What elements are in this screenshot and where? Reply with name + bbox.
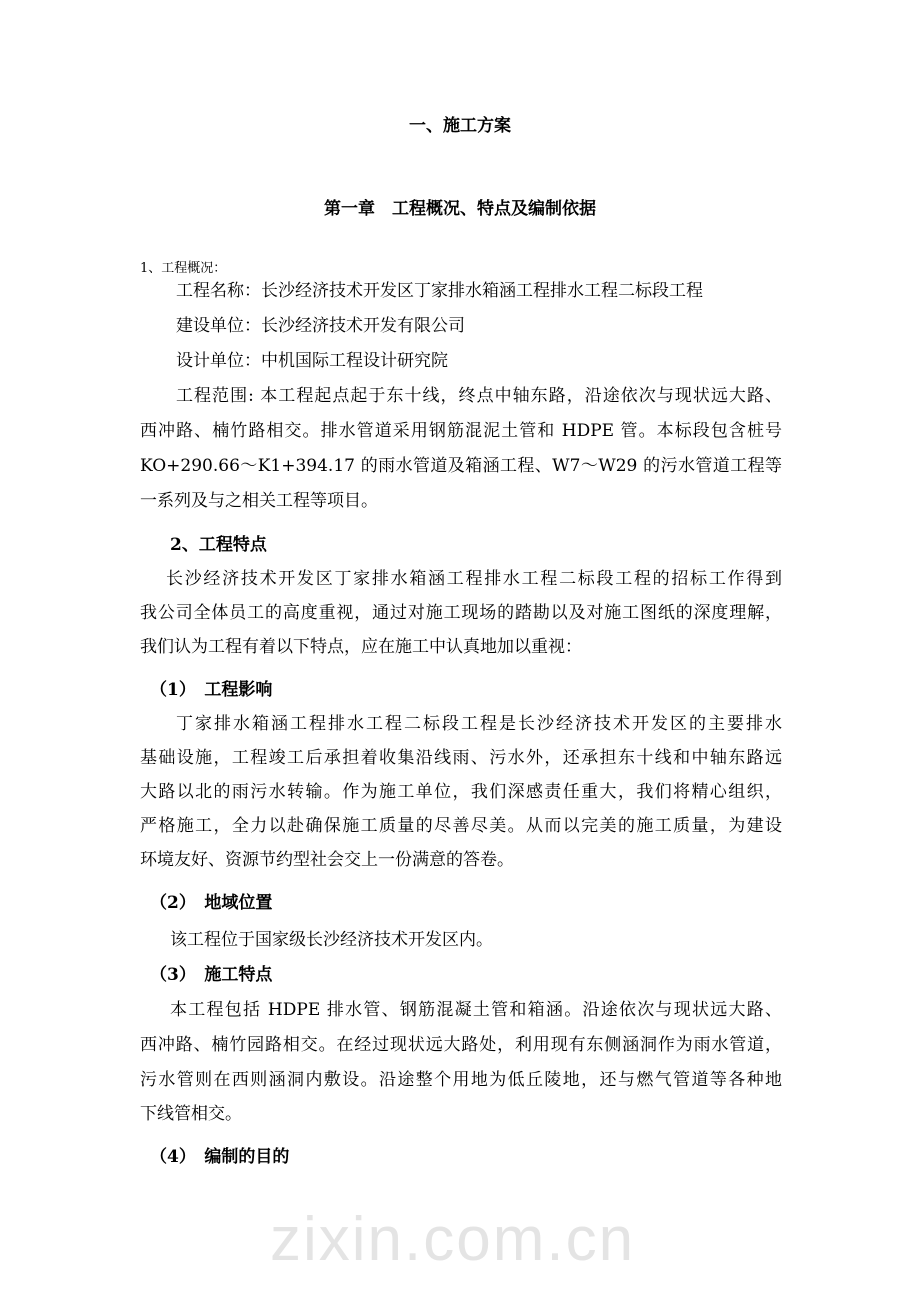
subheading-construction: （3） 施工特点: [150, 965, 273, 985]
chapter-title: 第一章 工程概况、特点及编制依据: [324, 199, 596, 219]
construction-line: 污水管则在西则涵洞内敷设。沿途整个用地为低丘陵地，还与燃气管道等各种地: [140, 1070, 782, 1090]
intro-line: 长沙经济技术开发区丁家排水箱涵工程排水工程二标段工程的招标工作得到: [166, 569, 782, 589]
section-heading-overview: 1、工程概况：: [140, 261, 227, 276]
impact-line: 基础设施，工程竣工后承担着收集沿线雨、污水外，还承担东十线和中轴东路远: [140, 748, 782, 768]
impact-line: 大路以北的雨污水转输。作为施工单位，我们深感责任重大，我们将精心组织，: [140, 782, 782, 802]
intro-line: 我公司全体员工的高度重视，通过对施工现场的踏勘以及对施工图纸的深度理解，: [140, 603, 782, 623]
impact-line: 环境友好、资源节约型社会交上一份满意的答卷。: [140, 850, 514, 870]
scope-line: 西冲路、楠竹路相交。排水管道采用钢筋混泥土管和 HDPE 管。本标段包含桩号: [140, 421, 782, 441]
construction-line: 西冲路、楠竹园路相交。在经过现状远大路处，利用现有东侧涵洞作为雨水管道，: [140, 1035, 782, 1055]
subheading-impact: （1） 工程影响: [150, 680, 273, 700]
impact-line: 严格施工，全力以赴确保施工质量的尽善尽美。从而以完美的施工质量，为建设: [140, 816, 782, 836]
scope-line: 工程范围: 本工程起点起于东十线，终点中轴东路，沿途依次与现状远大路、: [176, 386, 782, 406]
intro-line: 我们认为工程有着以下特点，应在施工中认真地加以重视：: [140, 637, 582, 657]
construction-line: 下线管相交。: [140, 1104, 242, 1124]
document-title: 一、施工方案: [409, 116, 511, 136]
owner: 建设单位：长沙经济技术开发有限公司: [176, 316, 465, 336]
location-text: 该工程位于国家级长沙经济技术开发区内。: [170, 930, 493, 950]
section-heading-features: 2、工程特点: [170, 535, 267, 555]
project-name: 工程名称：长沙经济技术开发区丁家排水箱涵工程排水工程二标段工程: [176, 281, 703, 301]
watermark: zixin.com.cn: [270, 1205, 636, 1274]
designer: 设计单位：中机国际工程设计研究院: [176, 351, 448, 371]
subheading-purpose: （4） 编制的目的: [150, 1147, 290, 1167]
impact-line: 丁家排水箱涵工程排水工程二标段工程是长沙经济技术开发区的主要排水: [176, 714, 782, 734]
scope-line: KO+290.66～K1+394.17 的雨水管道及箱涵工程、W7～W29 的污水管道工程等: [140, 456, 782, 476]
scope-line: 一系列及与之相关工程等项目。: [140, 491, 378, 511]
construction-line: 本工程包括 HDPE 排水管、钢筋混凝土管和箱涵。沿途依次与现状远大路、: [170, 1000, 782, 1020]
subheading-location: （2） 地域位置: [150, 893, 273, 913]
